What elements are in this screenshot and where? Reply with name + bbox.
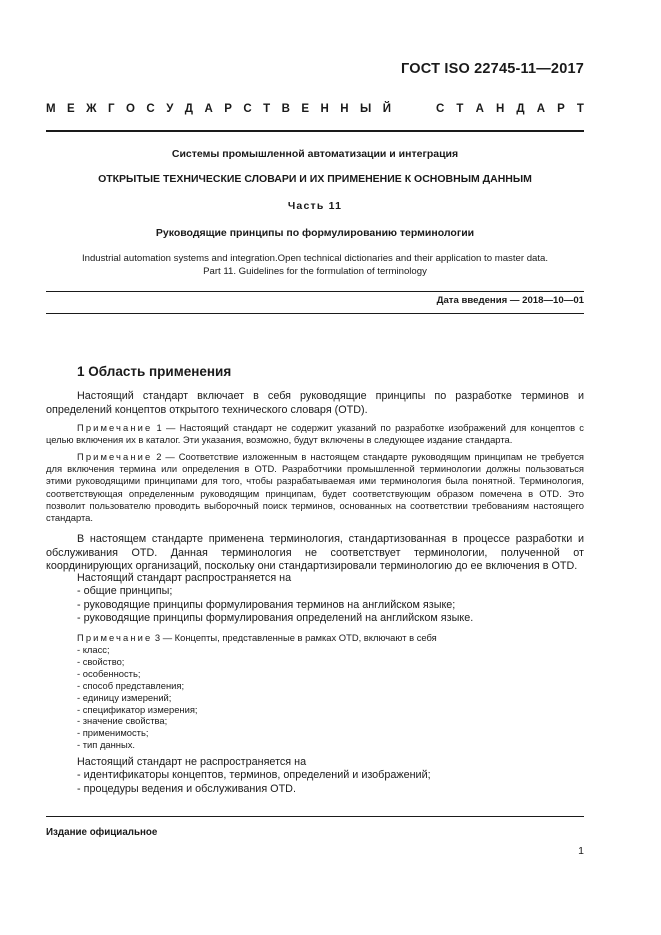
banner-letter: Е xyxy=(301,103,310,115)
list-item: - свойство; xyxy=(77,655,125,667)
note-3-list xyxy=(77,644,198,751)
list-item: - применимость; xyxy=(77,727,149,739)
list-item: - процедуры ведения и обслуживания OTD. xyxy=(77,782,296,795)
list-item: - тип данных. xyxy=(77,739,136,751)
note-3 xyxy=(46,632,584,644)
standard-code: ГОСТ ISO 22745-11—2017 xyxy=(401,61,584,77)
list-item: - руководящие принципы формулирования определений на английском языке. xyxy=(77,611,474,624)
title-english-line1: Industrial automation systems and integration.Open technical dictionaries and their application to master data. xyxy=(81,253,549,264)
banner-letter: У xyxy=(166,103,174,115)
not-applies-intro: Настоящий стандарт не распространяется на xyxy=(77,756,307,768)
banner-letter: Т xyxy=(263,103,271,115)
list-item: - особенность; xyxy=(77,667,141,679)
banner-letter: С xyxy=(243,103,252,115)
header-rule xyxy=(46,130,584,132)
applies-list xyxy=(77,572,473,625)
date-rule xyxy=(46,313,584,314)
banner-letter: Й xyxy=(382,103,391,115)
list-item: - значение свойства; xyxy=(77,715,168,727)
list-item: - руководящие принципы формулирования терминов на английском языке; xyxy=(77,598,456,611)
banner-letter: Ж xyxy=(86,103,97,115)
banner-letter: Д xyxy=(516,103,525,115)
banner-letter: Н xyxy=(495,103,505,115)
list-item: - общие принципы; xyxy=(77,585,173,598)
footer-rule xyxy=(46,816,584,817)
note-1-text: 1 — Настоящий стандарт не содержит указаний по разработке изображений для концептов с целью включения их в каталог. Эти указания, возможно, будут включены в следующее издание стандарта. xyxy=(46,422,584,446)
banner-letter: Р xyxy=(224,103,232,115)
note-2-label: Примечание xyxy=(77,451,153,462)
banner-letter: О xyxy=(126,103,135,115)
banner-letter: Т xyxy=(456,103,464,115)
banner-letter: Н xyxy=(320,103,329,115)
note-1-label: Примечание xyxy=(77,422,153,433)
official-edition: Издание официальное xyxy=(46,827,158,838)
banner-letter: С xyxy=(146,103,155,115)
title-series: Системы промышленной автоматизации и интеграция xyxy=(171,148,459,160)
banner-letter: А xyxy=(204,103,213,115)
interstate-word xyxy=(46,103,391,115)
list-item: - идентификаторы концептов, терминов, определений и изображений; xyxy=(77,769,431,782)
section-heading: 1 Область применения xyxy=(77,364,232,379)
applies-intro: Настоящий стандарт распространяется на xyxy=(77,572,292,584)
banner-letter: Т xyxy=(576,103,584,115)
title-part: Часть 11 xyxy=(287,200,343,212)
banner-letter: М xyxy=(46,103,56,115)
title-main: ОТКРЫТЫЕ ТЕХНИЧЕСКИЕ СЛОВАРИ И ИХ ПРИМЕНЕНИЕ К ОСНОВНЫМ ДАННЫМ xyxy=(98,173,532,185)
introduction-date: Дата введения — 2018—10—01 xyxy=(436,295,584,306)
scope-paragraph-2: В настоящем стандарте применена терминология, стандартизованная в процессе разработки и обслуживания OTD. Данная терминология не соответствует терминологии, полученной от координирующих организаций, поскольку они стандартизировали терминологию до ее включения в OTD. xyxy=(46,533,584,573)
list-item: - спецификатор измерения; xyxy=(77,703,198,715)
note-3-label: Примечание xyxy=(77,632,153,643)
scope-paragraph-1: Настоящий стандарт включает в себя руководящие принципы по разработке терминов и определений концептов открытого технического словаря (OTD). xyxy=(46,390,584,416)
title-rule xyxy=(46,291,584,292)
banner-letter: А xyxy=(536,103,546,115)
note-3-text: 3 — Концепты, представленные в рамках OTD, включают в себя xyxy=(152,632,437,643)
list-item: - способ представления; xyxy=(77,679,185,691)
title-subtitle: Руководящие принципы по формулированию терминологии xyxy=(155,227,475,239)
banner-letter: Г xyxy=(108,103,115,115)
title-english xyxy=(46,252,584,278)
banner-letter: Е xyxy=(67,103,75,115)
not-applies-list xyxy=(77,756,431,796)
banner-letter: Н xyxy=(340,103,349,115)
note-1 xyxy=(46,422,584,446)
note-2 xyxy=(46,451,584,524)
banner-letter: А xyxy=(475,103,484,115)
page-number: 1 xyxy=(578,845,584,857)
banner-letter: В xyxy=(281,103,290,115)
list-item: - класс; xyxy=(77,644,110,655)
list-item: - единицу измерений; xyxy=(77,691,172,703)
banner-letter: Д xyxy=(184,103,193,115)
banner-letter: С xyxy=(436,103,445,115)
title-english-line2: Part 11. Guidelines for the formulation of terminology xyxy=(203,266,427,277)
banner-letter: Р xyxy=(557,103,565,115)
standard-word xyxy=(436,103,584,115)
note-2-text: 2 — Соответствие изложенным в настоящем стандарте руководящим принципам не требуется для включения термина или определения в OTD. Разработчики промышленной терминологии должны пользоваться этими руководящими принципами для того, чтобы разрабатываемая ими терминология была понятной. Терминология, соответствующая определенным руководящим принципам, будет соответствующим образом помечена в OTD. Это позволит пользователю проводить выборочный поиск терминов, основанных на соответствии требованиям настоящего стандарта. xyxy=(46,451,584,524)
interstate-standard-banner xyxy=(46,103,584,115)
banner-letter: Ы xyxy=(360,103,372,115)
